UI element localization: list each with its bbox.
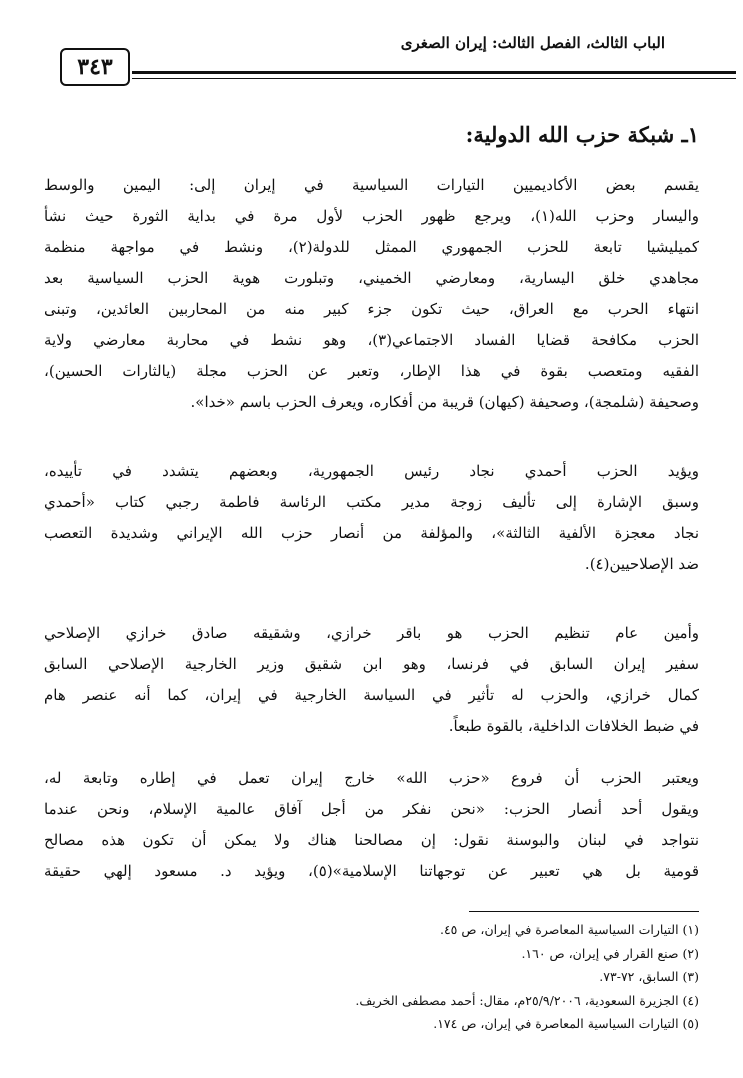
footnote: (٤) الجزيرة السعودية، ٢٥/٩/٢٠٠٦م، مقال: أحمد مصطفى الخريف. (355, 992, 699, 1008)
text-line: يقسم بعض الأكاديميين التيارات السياسية في إيران إلى: اليمين والوسط (44, 176, 699, 194)
text-line: كميليشيا تابعة للحزب الجمهوري الممثل للدولة(٢)، ونشط في مواجهة منظمة (44, 238, 699, 256)
footnote: (٥) التيارات السياسية المعاصرة في إيران، ص ١٧٤. (433, 1016, 699, 1031)
paragraph-1 (44, 170, 699, 418)
footnotes (44, 918, 699, 1036)
paragraph-3 (44, 618, 699, 742)
footnote: (٢) صنع القرار في إيران، ص ١٦٠. (521, 945, 699, 961)
text-line: كمال خرازي، والحزب له تأثير في السياسة الخارجية في إيران، كما أنه عنصر هام (44, 686, 699, 704)
section-heading: ١ـ شبكة حزب الله الدولية: (465, 122, 699, 147)
paragraph-2 (44, 456, 699, 580)
footnote-separator (469, 911, 699, 912)
text-line: واليسار وحزب الله(١)، ويرجع ظهور الحزب لأول مرة في بداية الثورة حيث نشأ (44, 207, 699, 225)
text-line: ضد الإصلاحيين(٤). (584, 555, 699, 573)
text-line: في ضبط الخلافات الداخلية، بالقوة طبعاً. (448, 717, 699, 735)
footnote: (١) التيارات السياسية المعاصرة في إيران، ص ٤٥. (439, 922, 699, 937)
running-header: الباب الثالث، الفصل الثالث: إيران الصغرى (400, 34, 665, 52)
text-line: وأمين عام تنظيم الحزب هو باقر خرازي، وشقيقه صادق خرازي الإصلاحي (44, 624, 699, 642)
text-line: انتهاء الحرب مع العراق، حيث تكون جزء كبير منه من المحاربين العائدين، وتبنى (44, 300, 699, 318)
text-line: ويقول أحد أنصار الحزب: «نحن نفكر من أجل آفاق عالمية الإسلام، ونحن عندما (44, 800, 699, 818)
paragraph-4 (44, 763, 699, 887)
text-line: ويؤيد الحزب أحمدي نجاد رئيس الجمهورية، وبعضهم يتشدد في تأييده، (44, 462, 699, 480)
page-number-box (60, 48, 130, 86)
text-line: نتواجد في لبنان والبوسنة نقول: إن مصالحنا هناك ولا يمكن أن تكون هذه مصالح (44, 831, 699, 849)
header-rule-thin (132, 78, 736, 79)
text-line: سفير إيران السابق في فرنسا، وهو ابن شقيق وزير الخارجية الإصلاحي السابق (44, 655, 699, 673)
text-line: قومية بل هي تعبير عن توجهاتنا الإسلامية»(٥)، ويؤيد د. مسعود إلهي حقيقة (44, 862, 699, 880)
text-line: ويعتبر الحزب أن فروع «حزب الله» خارج إيران تعمل في إطاره وتابعة له، (44, 769, 699, 787)
text-line: نجاد معجزة الألفية الثالثة»، والمؤلفة من أنصار حزب الله الإيراني وشديدة التعصب (44, 524, 699, 542)
page-number: ٣٤٣ (77, 54, 113, 80)
footnote: (٣) السابق، ٧٢-٧٣. (599, 969, 699, 984)
text-line: وسبق الإشارة إلى تأليف زوجة مدير مكتب الرئاسة فاطمة رجبي كتاب «أحمدي (44, 493, 699, 511)
text-line: وصحيفة (شلمجة)، وصحيفة (كيهان) قريبة من أفكاره، ويعرف الحزب باسم «خدا». (190, 393, 699, 411)
text-line: الفقيه ومتعصب بقوة في هذا الإطار، وتعبر عن الحزب مجلة (يالثارات الحسين)، (44, 362, 699, 380)
text-line: الحزب مكافحة قضايا الفساد الاجتماعي(٣)، وهو نشط في محاربة معارضي ولاية (44, 331, 699, 349)
text-line: مجاهدي خلق اليسارية، ومعارضي الخميني، وتبلورت هوية الحزب السياسية بعد (44, 269, 699, 287)
header-rule (132, 71, 736, 74)
